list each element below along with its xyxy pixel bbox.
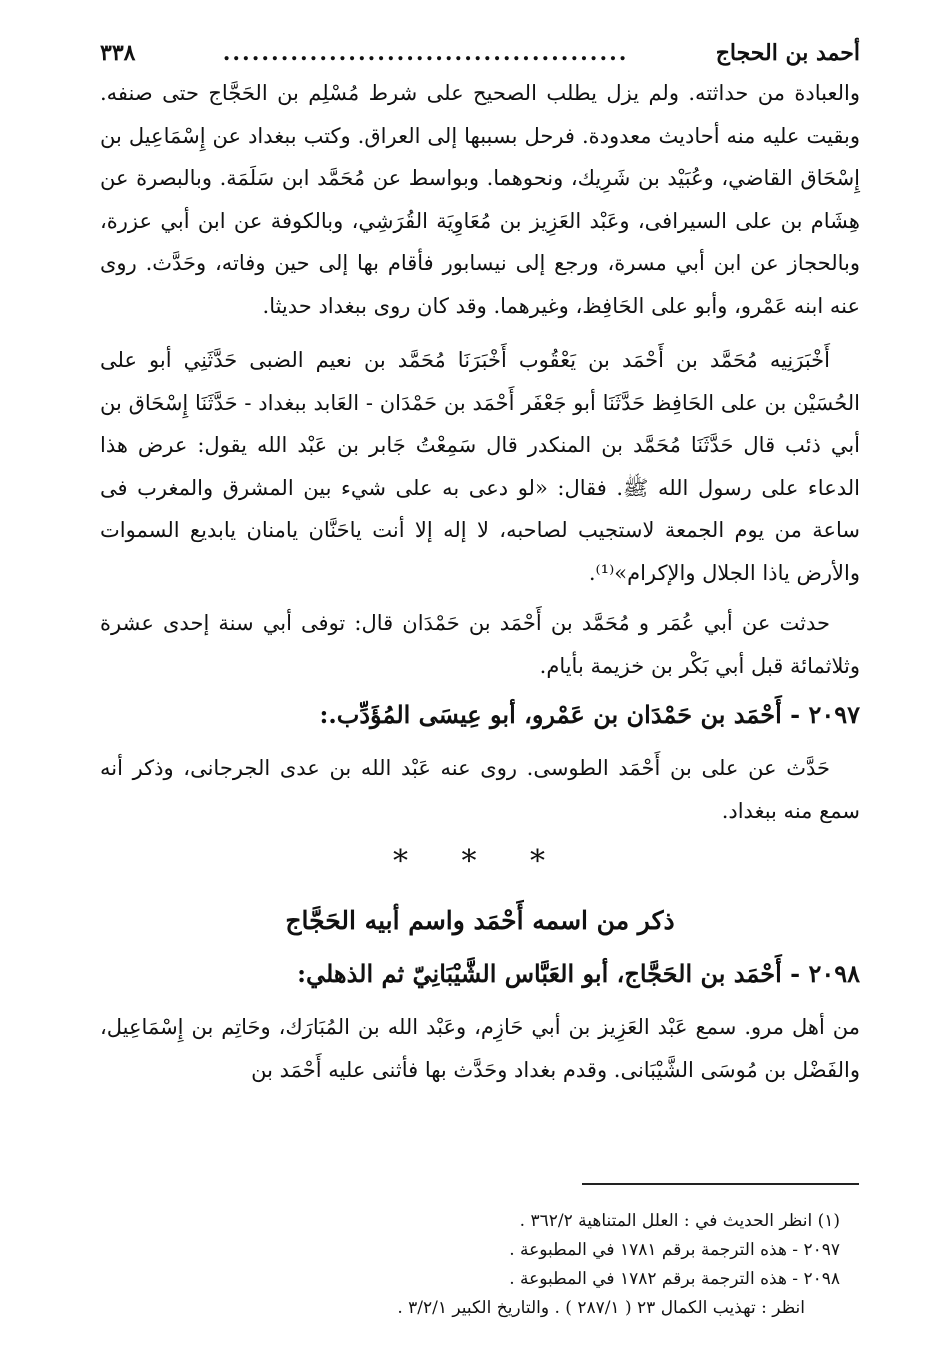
text-line: إِسْمَاعِيل، والفَضْل بن مُوسَى الشَّيْبَانى. وقدم بغداد وحَدَّث بها فأثنى عليه أَحْمَد بن	[100, 1015, 860, 1082]
text-line: بها إلى حين وفاته، وحَدَّث. روى عنه ابنه عَمْرو، وأبو على الحَافِظ، وغيرهما. وقد	[100, 251, 860, 318]
paragraph-death-date	[100, 602, 860, 687]
text-line: عشرة وثلاثمائة قبل أبي بَكْر بن خزيمة بأيام.	[100, 611, 860, 678]
text-line: حَدَّث عن على بن أَحْمَد الطوسى. روى عنه عَبْد الله بن عدى الجرجانى، وذكر	[132, 756, 830, 780]
text-line: المشرق والمغرب فى ساعة من يوم الجمعة لاستجيب لصاحبه، لا إله إلا أنت ياحَنَّان	[100, 475, 860, 542]
section-title: ذكر من اسمه أَحْمَد واسم أبيه الحَجَّاج	[285, 906, 675, 935]
running-header	[100, 36, 860, 70]
header-leader-dots: ..........................................	[222, 40, 629, 66]
paragraph-entry-2098	[100, 1006, 860, 1091]
page-number: ٣٣٨	[100, 40, 136, 66]
footnotes	[100, 1207, 840, 1323]
text-line: من أهل مرو. سمع عَبْد العَزِيز بن أبي حَازِم، وعَبْد الله بن المُبَارَك، وحَاتِم بن	[191, 1015, 860, 1039]
text-line: إِسْحَاق بن أبي ذئب قال حَدَّثَنَا مُحَمَّد بن المنكدر قال سَمِعْتُ جَابر بن عَبْد الله	[100, 390, 860, 457]
text-line: أَخْبَرَنِيه مُحَمَّد بن أَحْمَد بن يَعْقُوب أَخْبَرَنَا مُحَمَّد بن نعيم الضبى حَدَّثَنِي أبو على	[100, 348, 830, 372]
running-title: أحمد بن الحجاج	[715, 40, 860, 66]
main-text	[100, 72, 860, 1091]
section-separator: * * *	[392, 844, 568, 879]
footnote-2098-refs: انظر : تهذيب الكمال ٢٣ ( ٢٨٧/١ ) . والتاريخ الكبير ٣/٢/١ .	[397, 1298, 805, 1318]
text-line: صنفه. وبقيت عليه منه أحاديث معدودة. فرحل بسببها إلى العراق. وكتب ببغداد	[100, 81, 861, 148]
text-line: وبالكوفة عن ابن أبي عزرة، وبالحجاز عن ابن أبي مسرة، ورجع إلى نيسابور فأقام	[100, 208, 860, 275]
text-line: كان روى ببغداد حديثا.	[262, 293, 449, 318]
entry-heading-2097: ٢٠٩٧ - أَحْمَد بن حَمْدَان بن عَمْرو، أبو عِيسَى المُؤَدِّب.:	[319, 700, 860, 729]
footnote-1: (١) انظر الحديث في : العلل المتناهية ٣٦٢/٢ .	[519, 1211, 840, 1231]
text-line: أنه سمع منه ببغداد.	[100, 756, 860, 823]
entry-heading-2098: ٢٠٩٨ - أَحْمَد بن الحَجَّاج، أبو العَبَّاس الشَّيْبَانِيّ ثم الذهلي:	[297, 959, 860, 988]
paragraph-continuation	[100, 72, 860, 327]
text-line: عن إِسْمَاعِيل بن إِسْحَاق القاضي، وعُبَيْد بن شَرِيك، ونحوهما. وبواسط عن مُحَمَّد	[100, 123, 860, 190]
paragraph-entry-2097	[100, 747, 860, 832]
footnote-2097: ٢٠٩٧ - هذه الترجمة برقم ١٧٨١ في المطبوعة .	[509, 1240, 840, 1260]
text-line: يامنان يابديع السموات والأرض ياذا الجلال والإكرام»⁽¹⁾.	[100, 518, 860, 585]
footnote-2098: ٢٠٩٨ - هذه الترجمة برقم ١٧٨٢ في المطبوعة .	[509, 1269, 840, 1289]
text-line: والعبادة من حداثته. ولم يزل يطلب الصحيح على شرط مُسْلِم بن الحَجَّاج حتى	[162, 81, 860, 105]
text-line: حدثت عن أبي عُمَر و مُحَمَّد بن أَحْمَد بن حَمْدَان قال: توفى أبي سنة إحدى	[163, 611, 831, 635]
paragraph-isnad	[100, 339, 860, 594]
text-line: ابن سَلَمَة. وبالبصرة عن هِشَام بن على السيرافى، وعَبْد العَزِيز بن مُعَاوِيَة القُرَشِي،	[100, 166, 860, 233]
text-line: الحُسَيْن بن على الحَافِظ حَدَّثَنَا أبو جَعْفَر أَحْمَد بن حَمْدَان - العَابد ببغداد - حَدَّثَنَا	[195, 390, 860, 415]
footnote-divider	[582, 1183, 859, 1185]
text-line: يقول: عرض هذا الدعاء على رسول الله ﷺ. فقال: «لو دعى به على شيء بين	[100, 433, 860, 500]
